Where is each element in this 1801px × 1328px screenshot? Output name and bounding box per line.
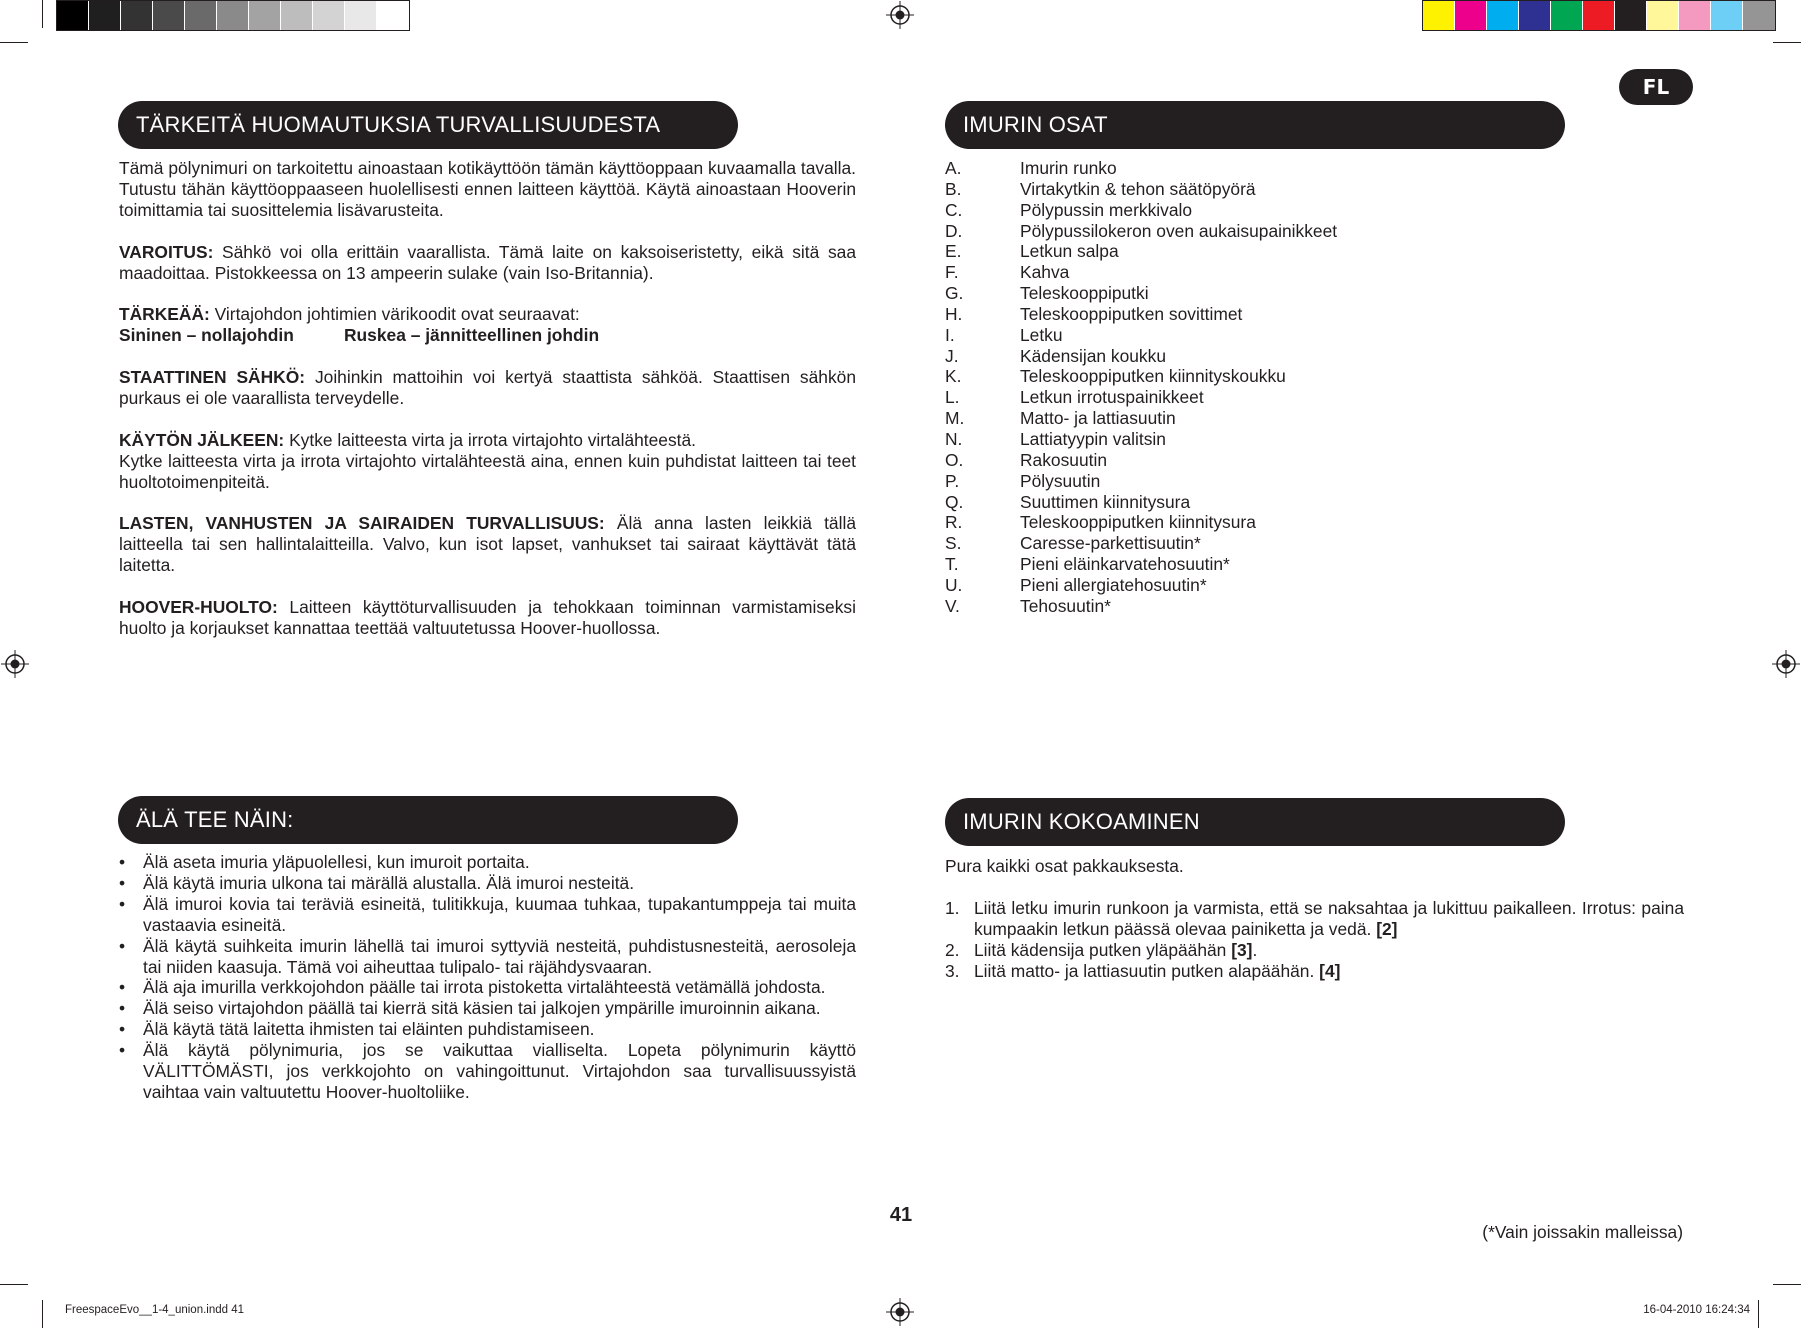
assembly-step <box>945 961 1684 982</box>
important-lead: TÄRKEÄÄ: <box>119 304 210 325</box>
assembly-step-tail: . <box>1252 939 1258 960</box>
parts-name: Pölypussin merkkivalo <box>1020 199 1193 220</box>
parts-list-item <box>945 346 1645 367</box>
parts-letter: C. <box>945 199 963 220</box>
parts-name: Pieni allergiatehosuutin* <box>1020 574 1207 595</box>
parts-list-item <box>945 304 1645 325</box>
donts-list <box>119 852 856 1103</box>
parts-list-item <box>945 387 1645 408</box>
figure-reference: [3] <box>1231 939 1253 960</box>
parts-letter: M. <box>945 408 965 429</box>
children-text: Älä anna lasten leikkiä tällä laitteella tai sen hallintalaitteilla. Valvo, kun isot lapset, vanhukset tai sairaat käyttävät tätä laitetta. <box>119 513 856 576</box>
parts-letter: O. <box>945 449 964 470</box>
color-swatch <box>281 1 313 30</box>
footnote: (*Vain joissakin malleissa) <box>1482 1222 1683 1242</box>
assembly-section-body <box>945 856 1684 981</box>
parts-list-item <box>945 366 1645 387</box>
color-swatch <box>345 1 377 30</box>
parts-letter: Q. <box>945 491 964 512</box>
service-text: Laitteen käyttöturvallisuuden ja tehokkaan toiminnan varmistamiseksi huolto ja korjaukset kannattaa teettää valtuutetussa Hoover-huollossa. <box>119 596 856 638</box>
parts-letter: K. <box>945 366 962 387</box>
color-swatch <box>1743 1 1775 30</box>
parts-letter: B. <box>945 178 962 199</box>
parts-letter: T. <box>945 554 959 575</box>
wire-blue: Sininen – nollajohdin <box>119 325 294 346</box>
color-swatch-strip <box>1422 0 1776 31</box>
parts-letter: L. <box>945 387 960 408</box>
parts-name: Pölypussilokeron oven aukaisupainikkeet <box>1020 220 1338 241</box>
parts-name: Rakosuutin <box>1020 449 1108 470</box>
safety-section-title: TÄRKEITÄ HUOMAUTUKSIA TURVALLISUUDESTA <box>118 101 738 149</box>
wire-brown: Ruskea – jännitteellinen johdin <box>344 325 600 346</box>
color-swatch <box>121 1 153 30</box>
slug-file: FreespaceEvo__1-4_union.indd 41 <box>65 1304 245 1316</box>
static-paragraph <box>119 367 856 409</box>
parts-list-item <box>945 408 1645 429</box>
donts-list-item: • Älä käytä tätä laitetta ihmisten tai eläinten puhdistamiseen. <box>119 1019 856 1040</box>
color-swatch <box>1551 1 1583 30</box>
parts-list-item <box>945 262 1645 283</box>
color-swatch <box>185 1 217 30</box>
color-swatch <box>313 1 345 30</box>
parts-list-item <box>945 179 1645 200</box>
assembly-step-text <box>974 898 1684 940</box>
assembly-step-number: 1. <box>945 897 960 918</box>
warning-lead: VAROITUS: <box>119 241 214 262</box>
parts-list-item <box>945 158 1645 179</box>
assembly-step-body: Liitä letku imurin runkoon ja varmista, että se naksahtaa ja lukittuu paikalleen. Irrotus: paina kumpaakin letkun päässä olevaa painiketta ja vedä. <box>974 897 1684 939</box>
parts-name: Teleskooppiputki <box>1020 283 1149 304</box>
assembly-steps <box>945 898 1684 982</box>
parts-letter: D. <box>945 220 963 241</box>
parts-list-item <box>945 492 1645 513</box>
parts-name: Caresse-parkettisuutin* <box>1020 533 1201 554</box>
crop-mark-top-left-v <box>42 0 43 28</box>
donts-list-item: • Älä käytä imuria ulkona tai märällä alustalla. Älä imuroi nesteitä. <box>119 873 856 894</box>
grey-swatch-strip <box>56 0 410 31</box>
parts-list-item <box>945 200 1645 221</box>
color-swatch <box>1487 1 1519 30</box>
parts-list-item <box>945 325 1645 346</box>
parts-name: Pölysuutin <box>1020 470 1101 491</box>
parts-letter: A. <box>945 158 962 178</box>
parts-list-item <box>945 221 1645 242</box>
donts-list-item: • Älä käytä suihkeita imurin lähellä tai imuroi syttyviä nesteitä, puhdistusnesteitä, aerosoleja tai niiden kaasuja. Tämä voi aiheuttaa tulipalo- tai räjähdysvaaran. <box>119 936 856 978</box>
parts-name: Letkun irrotuspainikkeet <box>1020 387 1204 408</box>
color-swatch <box>89 1 121 30</box>
figure-reference: [2] <box>1376 918 1398 939</box>
children-lead: LASTEN, VANHUSTEN JA SAIRAIDEN TURVALLISUUS: <box>119 513 605 534</box>
parts-letter: J. <box>945 345 959 366</box>
parts-letter: I. <box>945 324 955 345</box>
parts-letter: R. <box>945 512 963 533</box>
registration-mark-icon <box>886 1298 914 1326</box>
assembly-step-text <box>974 940 1684 961</box>
parts-list-item <box>945 283 1645 304</box>
parts-list-item <box>945 533 1645 554</box>
parts-name: Virtakytkin & tehon säätöpyörä <box>1020 178 1256 199</box>
parts-section-title: IMURIN OSAT <box>945 101 1565 149</box>
color-swatch <box>1455 1 1487 30</box>
parts-list-item <box>945 471 1645 492</box>
parts-name: Kahva <box>1020 262 1070 283</box>
color-swatch <box>217 1 249 30</box>
static-lead: STAATTINEN SÄHKÖ: <box>119 367 306 388</box>
important-paragraph <box>119 304 856 346</box>
crop-mark-bottom-right-v <box>1758 1300 1759 1328</box>
parts-name: Teleskooppiputken kiinnitysura <box>1020 512 1256 533</box>
parts-letter: V. <box>945 595 960 616</box>
parts-letter: H. <box>945 303 963 324</box>
color-swatch <box>1583 1 1615 30</box>
color-swatch <box>1615 1 1647 30</box>
parts-name: Imurin runko <box>1020 158 1117 178</box>
donts-list-item: • Älä aseta imuria yläpuolellesi, kun imuroit portaita. <box>119 852 856 873</box>
children-paragraph <box>119 513 856 576</box>
page-number: 41 <box>889 1204 913 1226</box>
crop-mark-bottom-left-v <box>42 1300 43 1328</box>
parts-name: Kädensijan koukku <box>1020 345 1166 366</box>
assembly-step-body: Liitä matto- ja lattiasuutin putken alapäähän. <box>974 960 1315 981</box>
donts-list-item: • Älä aja imurilla verkkojohdon päälle tai irrota pistoketta virtalähteestä vetämällä johdosta. <box>119 977 856 998</box>
crop-mark-bottom-right-h <box>1773 1284 1801 1285</box>
parts-list-item <box>945 554 1645 575</box>
after-use-lead: KÄYTÖN JÄLKEEN: <box>119 429 285 450</box>
assembly-intro: Pura kaikki osat pakkauksesta. <box>945 856 1184 876</box>
parts-name: Suuttimen kiinnitysura <box>1020 491 1191 512</box>
parts-list-item <box>945 512 1645 533</box>
parts-list-item <box>945 429 1645 450</box>
color-swatch <box>57 1 89 30</box>
crop-mark-bottom-left-h <box>0 1284 28 1285</box>
after-use-paragraph <box>119 430 856 493</box>
parts-list-item <box>945 450 1645 471</box>
donts-list-item: • Älä seiso virtajohdon päällä tai kierrä sitä käsien tai jalkojen ympärille imuroinnin aikana. <box>119 998 856 1019</box>
assembly-step-text <box>974 961 1684 982</box>
parts-letter: P. <box>945 470 960 491</box>
assembly-step <box>945 940 1684 961</box>
assembly-step <box>945 898 1684 940</box>
after-use-text: Kytke laitteesta virta ja irrota virtajohto virtalähteestä. <box>284 429 696 450</box>
parts-letter: S. <box>945 533 962 554</box>
parts-list-item <box>945 241 1645 262</box>
color-swatch <box>1519 1 1551 30</box>
color-swatch <box>153 1 185 30</box>
donts-list-item: • Älä käytä pölynimuria, jos se vaikuttaa vialliselta. Lopeta pölynimurin käyttö VÄLITTÖMÄSTI, jos verkkojohto on vahingoittunut. Virtajohdon saa turvallisuussyistä vaihtaa vain valtuutettu Hoover-huoltoliike. <box>119 1040 856 1103</box>
color-swatch <box>377 1 409 30</box>
donts-section-title: ÄLÄ TEE NÄIN: <box>118 796 738 844</box>
assembly-step-number: 2. <box>945 939 960 960</box>
color-swatch <box>249 1 281 30</box>
parts-letter: F. <box>945 262 959 283</box>
parts-name: Matto- ja lattiasuutin <box>1020 408 1176 429</box>
slug-date: 16-04-2010 16:24:34 <box>1643 1304 1750 1316</box>
language-badge: FL <box>1619 69 1693 105</box>
registration-mark-icon <box>1 650 29 678</box>
crop-mark-top-left-h <box>0 42 28 43</box>
parts-name: Letku <box>1020 324 1063 345</box>
parts-list-item <box>945 596 1645 617</box>
service-lead: HOOVER-HUOLTO: <box>119 596 278 617</box>
parts-name: Lattiatyypin valitsin <box>1020 428 1166 449</box>
safety-section-body <box>119 158 856 639</box>
parts-name: Letkun salpa <box>1020 241 1119 262</box>
parts-letter: U. <box>945 574 963 595</box>
parts-name: Teleskooppiputken kiinnityskoukku <box>1020 366 1286 387</box>
parts-letter: G. <box>945 283 964 304</box>
assembly-section-title: IMURIN KOKOAMINEN <box>945 798 1565 846</box>
figure-reference: [4] <box>1319 960 1341 981</box>
registration-mark-icon <box>1772 650 1800 678</box>
parts-letter: N. <box>945 428 963 449</box>
warning-text: Sähkö voi olla erittäin vaarallista. Tämä laite on kaksoiseristetty, eikä sitä saa maadoittaa. Pistokkeessa on 13 ampeerin sulake (vain Iso-Britannia). <box>119 241 856 283</box>
donts-list-item: • Älä imuroi kovia tai teräviä esineitä, tulitikkuja, kuumaa tuhkaa, tupakantumppeja tai muita vastaavia esineitä. <box>119 894 856 936</box>
important-text: Virtajohdon johtimien värikoodit ovat seuraavat: <box>209 304 580 325</box>
service-paragraph <box>119 597 856 639</box>
parts-letter: E. <box>945 241 962 262</box>
assembly-step-number: 3. <box>945 960 960 981</box>
color-swatch <box>1679 1 1711 30</box>
static-text: Joihinkin mattoihin voi kertyä staattista sähköä. Staattisen sähkön purkaus ei ole vaarallista terveydelle. <box>119 367 856 408</box>
parts-name: Tehosuutin* <box>1020 595 1111 616</box>
warning-paragraph <box>119 242 856 284</box>
parts-name: Teleskooppiputken sovittimet <box>1020 303 1243 324</box>
after-use-text-2: Kytke laitteesta virta ja irrota virtajohto virtalähteestä aina, ennen kuin puhdistat laitteen tai teet huoltotoimenpiteitä. <box>119 450 856 492</box>
color-swatch <box>1423 1 1455 30</box>
assembly-step-body: Liitä kädensija putken yläpäähän <box>974 939 1227 960</box>
color-swatch <box>1647 1 1679 30</box>
wire-color-codes <box>119 325 856 346</box>
safety-intro: Tämä pölynimuri on tarkoitettu ainoastaan kotikäyttöön tämän käyttöoppaan kuvaamalla tavalla. Tutustu tähän käyttöoppaaseen huolellisesti ennen laitteen käyttöä. Käytä ainoastaan Hooverin toimittamia tai suosittelemia lisävarusteita. <box>119 158 856 220</box>
parts-name: Pieni eläinkarvatehosuutin* <box>1020 554 1230 575</box>
registration-mark-icon <box>886 1 914 29</box>
crop-mark-top-right-h <box>1773 42 1801 43</box>
color-swatch <box>1711 1 1743 30</box>
parts-list-item <box>945 575 1645 596</box>
parts-list <box>945 158 1645 617</box>
